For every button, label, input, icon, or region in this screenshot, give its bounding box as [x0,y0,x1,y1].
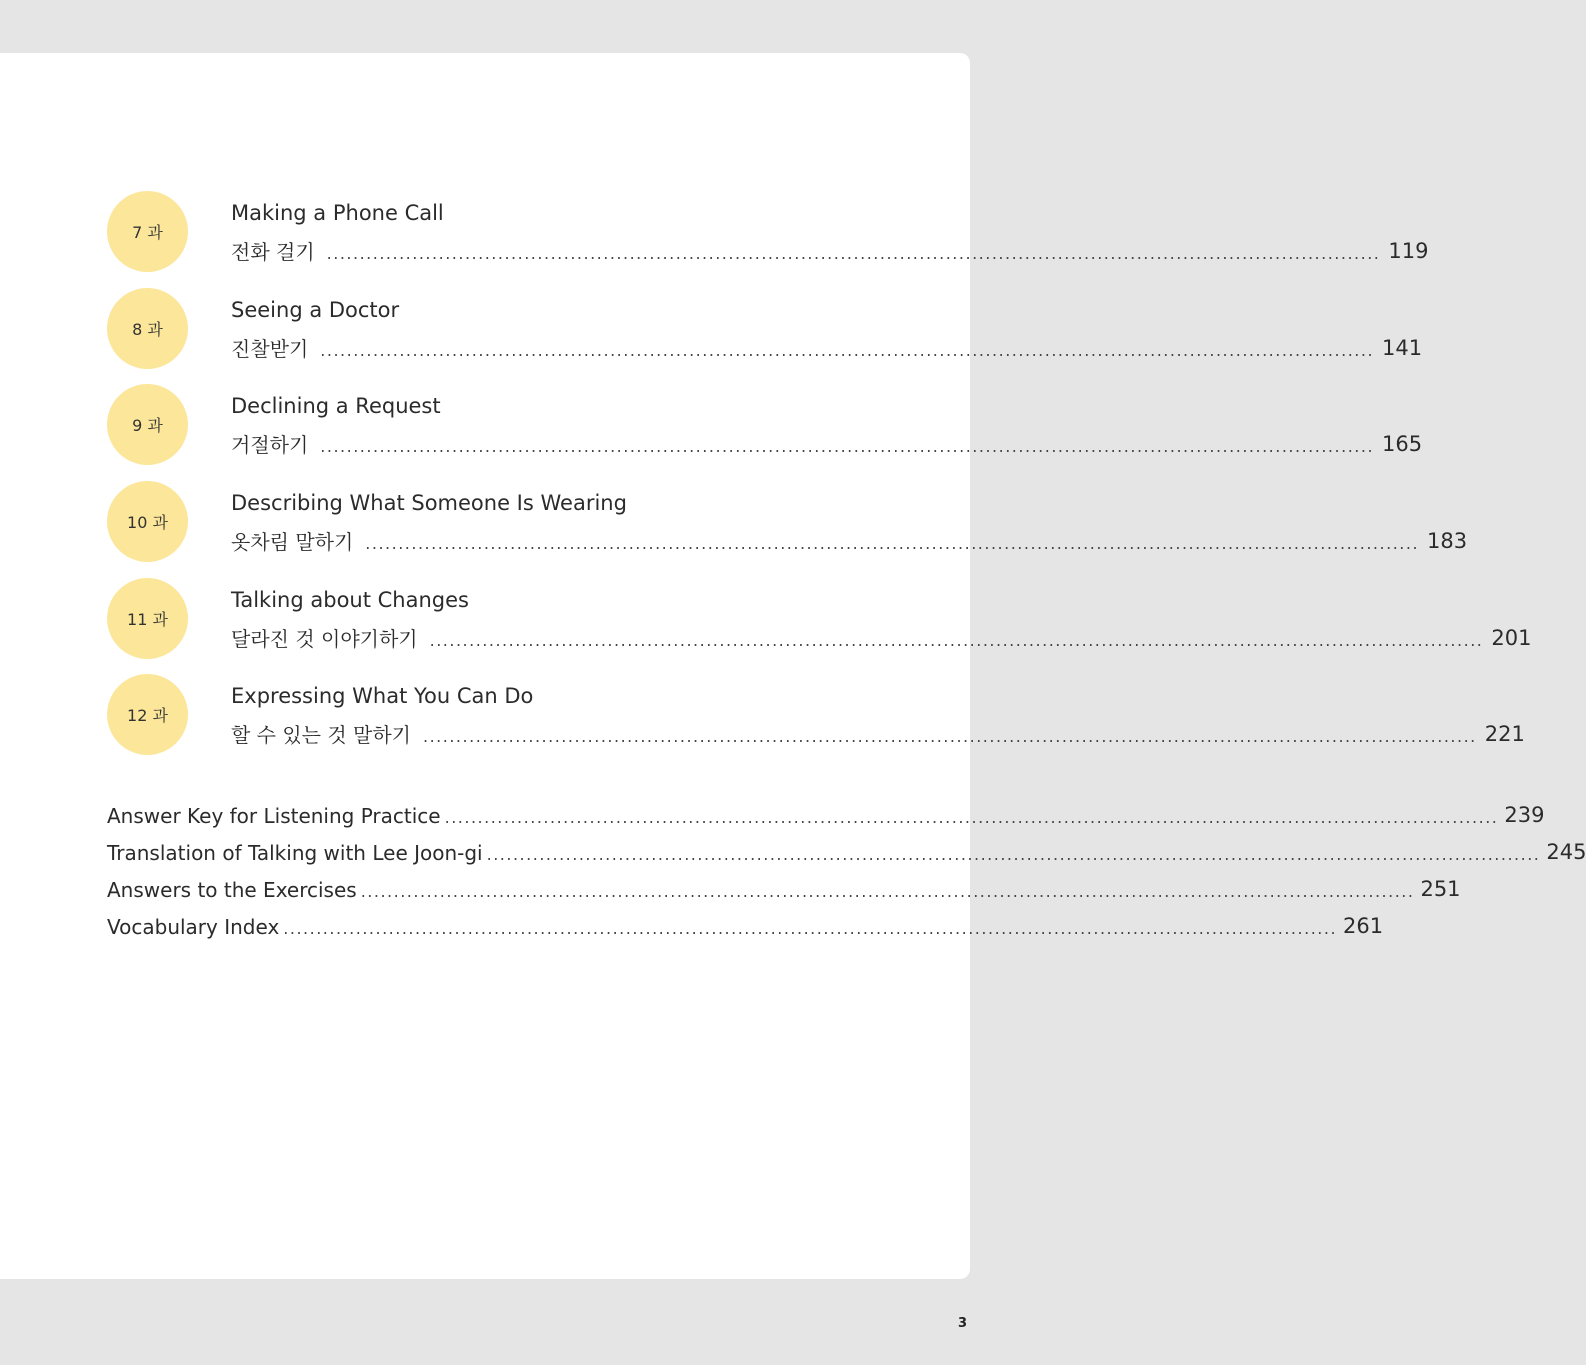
appendix-title: Translation of Talking with Lee Joon-gi [107,841,483,865]
lesson-title-line [231,331,1423,361]
lesson-number-badge: 8 과 [107,288,188,369]
lesson-number-badge: 10 과 [107,481,188,562]
dot-leader: ................................................................................................................................................................ [283,919,1338,938]
lesson-number-badge: 7 과 [107,191,188,272]
lesson-number-badge: 12 과 [107,674,188,755]
lesson-title-korean: 전화 걸기 [231,240,315,264]
dot-leader: ................................................................................................................................................................ [444,808,1499,827]
dot-leader: ................................................................................................................................................................ [320,341,1375,360]
dot-leader: ................................................................................................................................................................ [360,882,1415,901]
dot-leader: ................................................................................................................................................................ [423,727,1477,746]
toc-appendix-entry[interactable] [107,833,1586,865]
toc-lesson-entry[interactable] [0,578,1532,668]
toc-lesson-entry[interactable] [0,384,1423,474]
dot-leader: ................................................................................................................................................................ [365,534,1420,553]
lesson-title-korean: 옷차림 말하기 [231,530,354,554]
lesson-title-line [231,717,1525,747]
toc-lesson-entry[interactable] [0,674,1525,764]
lesson-title-english: Talking about Changes [231,588,469,612]
lesson-title-line [231,234,1429,264]
lesson-title-english: Seeing a Doctor [231,298,400,322]
lesson-title-korean: 거절하기 [231,433,309,457]
lesson-title-line [231,621,1532,651]
appendix-page-number: 251 [1420,877,1461,901]
lesson-page-number: 183 [1427,529,1468,553]
lesson-title-english: Describing What Someone Is Wearing [231,491,627,515]
appendix-title: Answers to the Exercises [107,878,357,902]
lesson-title-korean: 달라진 것 이야기하기 [231,627,418,651]
lesson-title-english: Making a Phone Call [231,201,444,225]
lesson-title-korean: 진찰받기 [231,337,309,361]
lesson-number-badge: 11 과 [107,578,188,659]
appendix-title: Vocabulary Index [107,915,280,939]
dot-leader: ................................................................................................................................................................ [326,244,1381,263]
toc-appendix-entry[interactable] [107,907,1384,939]
lesson-title-korean: 할 수 있는 것 말하기 [231,723,411,747]
lesson-page-number: 119 [1388,239,1429,263]
lesson-page-number: 221 [1484,722,1525,746]
lesson-page-number: 141 [1382,336,1423,360]
lesson-title-english: Declining a Request [231,394,441,418]
toc-appendix-entry[interactable] [107,796,1545,828]
lesson-page-number: 165 [1382,432,1423,456]
toc-lesson-entry[interactable] [0,288,1423,378]
lesson-title-english: Expressing What You Can Do [231,684,534,708]
lesson-number-badge: 9 과 [107,384,188,465]
page-number: 3 [958,1316,968,1331]
lesson-page-number: 201 [1491,626,1532,650]
toc-lesson-entry[interactable] [0,191,1429,281]
toc-appendix-entry[interactable] [107,870,1461,902]
dot-leader: ................................................................................................................................................................ [486,845,1541,864]
appendix-page-number: 261 [1343,914,1384,938]
lesson-title-line [231,427,1423,457]
appendix-page-number: 245 [1546,840,1586,864]
dot-leader: ................................................................................................................................................................ [429,631,1484,650]
lesson-title-line [231,524,1468,554]
appendix-page-number: 239 [1504,803,1545,827]
toc-lesson-entry[interactable] [0,481,1468,571]
dot-leader: ................................................................................................................................................................ [320,437,1375,456]
appendix-title: Answer Key for Listening Practice [107,804,441,828]
